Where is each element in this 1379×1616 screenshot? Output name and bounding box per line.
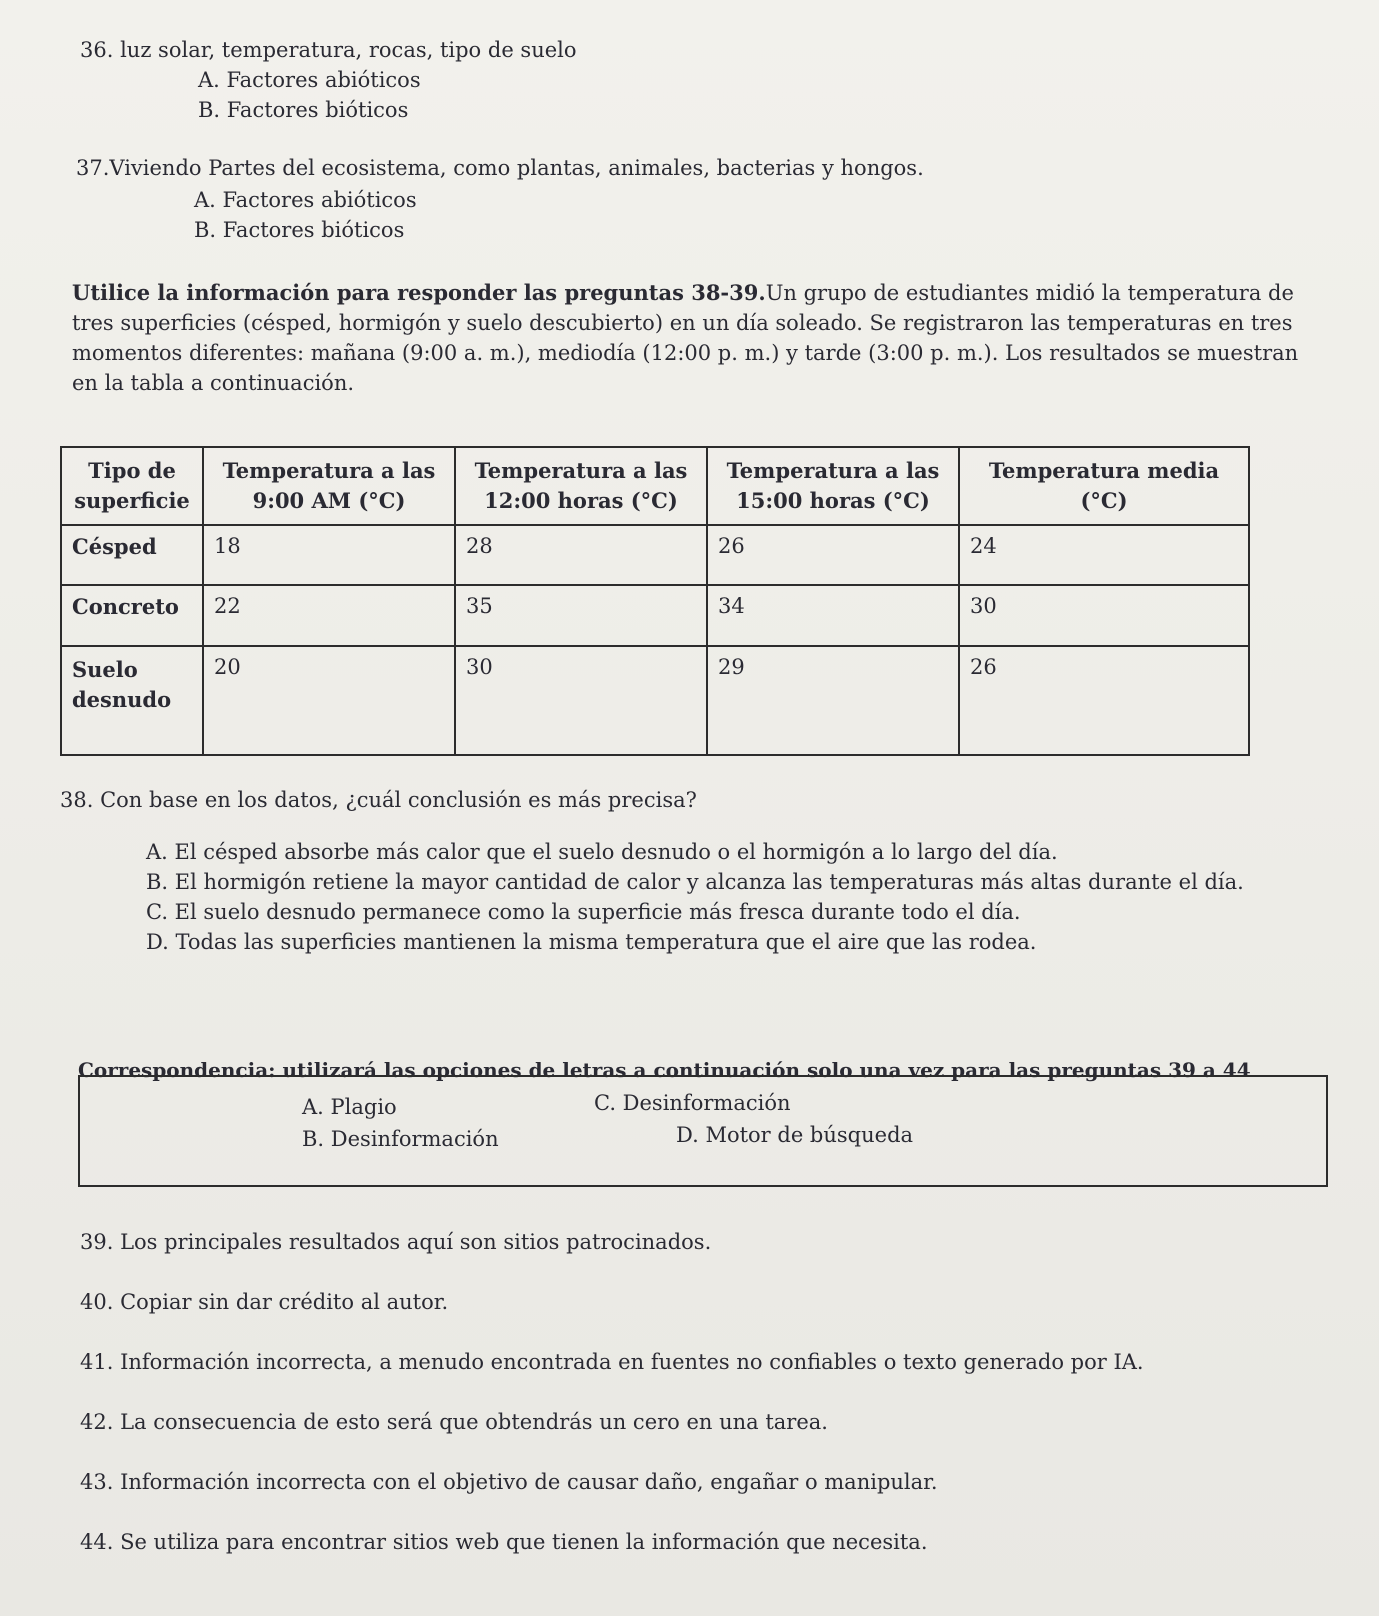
question-44: 44. Se utiliza para encontrar sitios web que tienen la información que necesita. bbox=[80, 1530, 928, 1554]
question-38-option-d: D. Todas las superficies mantienen la misma temperatura que el aire que las rodea. bbox=[146, 930, 1037, 954]
question-36-stem: 36. luz solar, temperatura, rocas, tipo de suelo bbox=[80, 38, 577, 62]
table-row bbox=[61, 585, 1249, 645]
matching-option-c: C. Desinformación bbox=[594, 1091, 791, 1115]
matching-options-box bbox=[78, 1075, 1328, 1187]
matching-option-b: B. Desinformación bbox=[302, 1127, 499, 1151]
matching-option-d: D. Motor de búsqueda bbox=[676, 1123, 914, 1147]
matching-option-a: A. Plagio bbox=[302, 1095, 397, 1119]
question-37-option-a: A. Factores abióticos bbox=[194, 188, 417, 212]
cell-surface: Césped bbox=[61, 525, 203, 585]
cell-value: 30 bbox=[959, 585, 1249, 645]
cell-value: 30 bbox=[455, 646, 707, 755]
question-41: 41. Información incorrecta, a menudo encontrada en fuentes no confiables o texto generado por IA. bbox=[80, 1350, 1144, 1374]
header-surface-type: Tipo de superficie bbox=[61, 447, 203, 525]
table-header-row bbox=[61, 447, 1249, 525]
question-42: 42. La consecuencia de esto será que obtendrás un cero en una tarea. bbox=[80, 1410, 828, 1434]
cell-value: 22 bbox=[203, 585, 455, 645]
question-36-option-a: A. Factores abióticos bbox=[198, 68, 421, 92]
instructions-paragraph bbox=[72, 278, 1322, 398]
header-temp-12: Temperatura a las 12:00 horas (°C) bbox=[455, 447, 707, 525]
header-temp-15: Temperatura a las 15:00 horas (°C) bbox=[707, 447, 959, 525]
question-37-stem: 37.Viviendo Partes del ecosistema, como plantas, animales, bacterias y hongos. bbox=[76, 156, 924, 180]
header-temp-mean: Temperatura media (°C) bbox=[959, 447, 1249, 525]
cell-value: 28 bbox=[455, 525, 707, 585]
cell-value: 26 bbox=[707, 525, 959, 585]
question-37-option-b: B. Factores bióticos bbox=[194, 218, 405, 242]
cell-surface: Concreto bbox=[61, 585, 203, 645]
cell-surface: Suelo desnudo bbox=[61, 646, 203, 755]
question-38-option-c: C. El suelo desnudo permanece como la superficie más fresca durante todo el día. bbox=[146, 900, 1021, 924]
instructions-text: Un grupo de estudiantes midió la temperatura de tres superficies (césped, hormigón y suelo descubierto) en un día soleado. Se registraron las temperaturas en tres momentos diferentes: mañana (9:00 a. m.), mediodía (12:00 p. m.) y tarde (3:00 p. m.). Los resultados se muestran en la tabla a continuación. bbox=[72, 281, 1299, 395]
temperature-table bbox=[60, 446, 1250, 756]
question-38-option-a: A. El césped absorbe más calor que el suelo desnudo o el hormigón a lo largo del día. bbox=[146, 840, 1058, 864]
cell-value: 24 bbox=[959, 525, 1249, 585]
header-temp-9am: Temperatura a las 9:00 AM (°C) bbox=[203, 447, 455, 525]
question-40: 40. Copiar sin dar crédito al autor. bbox=[80, 1290, 449, 1314]
cell-value: 29 bbox=[707, 646, 959, 755]
matching-title: Correspondencia: utilizará las opciones de letras a continuación solo una vez para las preguntas 39 a 44 bbox=[78, 1058, 1251, 1082]
cell-value: 35 bbox=[455, 585, 707, 645]
instructions-lead: Utilice la información para responder las preguntas 38-39. bbox=[72, 280, 766, 305]
cell-value: 34 bbox=[707, 585, 959, 645]
cell-value: 20 bbox=[203, 646, 455, 755]
cell-value: 26 bbox=[959, 646, 1249, 755]
table-row bbox=[61, 646, 1249, 755]
question-38-option-b: B. El hormigón retiene la mayor cantidad de calor y alcanza las temperaturas más altas durante el día. bbox=[146, 870, 1244, 894]
cell-value: 18 bbox=[203, 525, 455, 585]
question-39: 39. Los principales resultados aquí son sitios patrocinados. bbox=[80, 1230, 712, 1254]
question-38-stem: 38. Con base en los datos, ¿cuál conclusión es más precisa? bbox=[60, 788, 697, 812]
question-36-option-b: B. Factores bióticos bbox=[198, 98, 409, 122]
question-43: 43. Información incorrecta con el objetivo de causar daño, engañar o manipular. bbox=[80, 1470, 938, 1494]
table-row bbox=[61, 525, 1249, 585]
